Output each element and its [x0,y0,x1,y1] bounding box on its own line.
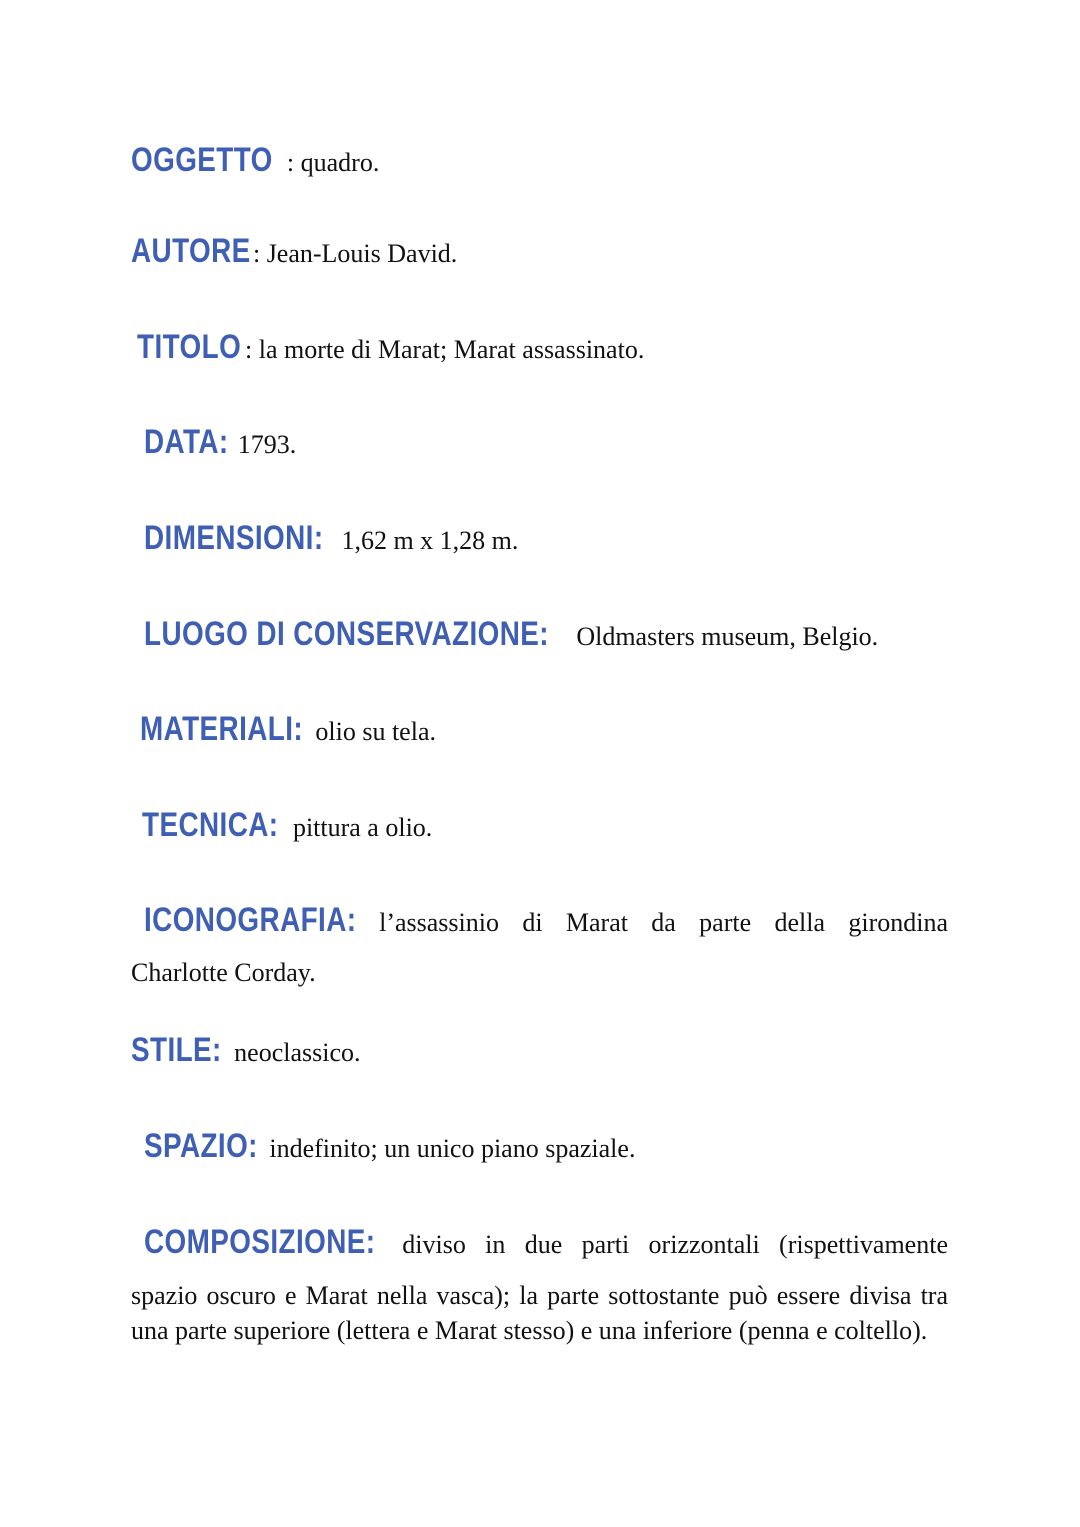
label-composizione: COMPOSIZIONE: [144,1223,376,1261]
label-stile: STILE: [131,1031,222,1069]
label-data: DATA: [144,423,229,461]
value-composizione-rest: spazio oscuro e Marat nella vasca); la parte sottostante può essere divisa tra una parte superiore (lettera e Marat stesso) e una inferiore (penna e coltello). [131,1281,948,1345]
value-oggetto: quadro. [294,148,380,177]
separator-titolo: : [245,335,253,364]
separator-oggetto: : [286,148,295,177]
separator-autore: : [252,239,261,268]
label-tecnica: TECNICA: [142,806,279,844]
value-autore: Jean-Louis David. [260,239,458,268]
value-materiali: olio su tela. [308,717,436,746]
label-spazio: SPAZIO: [144,1127,258,1165]
value-iconografia-line1: l’assassinio di Marat da parte della girondina [379,908,948,937]
label-luogo-di-conservazione: LUOGO DI CONSERVAZIONE: [144,615,549,653]
label-dimensioni: DIMENSIONI: [144,519,324,557]
value-iconografia-line2: Charlotte Corday. [131,958,316,987]
value-dimensioni: 1,62 m x 1,28 m. [334,526,519,555]
value-stile: neoclassico. [227,1038,361,1067]
value-composizione-line1: diviso in due parti orizzontali (rispettivamente [402,1230,948,1259]
label-materiali: MATERIALI: [140,710,304,748]
label-oggetto: OGGETTO [131,141,273,179]
value-data: 1793. [231,430,297,459]
label-iconografia: ICONOGRAFIA: [144,901,357,939]
value-tecnica: pittura a olio. [286,813,433,842]
value-luogo-di-conservazione: Oldmasters museum, Belgio. [569,622,879,651]
value-spazio: indefinito; un unico piano spaziale. [262,1134,636,1163]
label-autore: AUTORE [131,232,251,270]
value-titolo: la morte di Marat; Marat assassinato. [252,335,645,364]
label-titolo: TITOLO [137,328,242,366]
